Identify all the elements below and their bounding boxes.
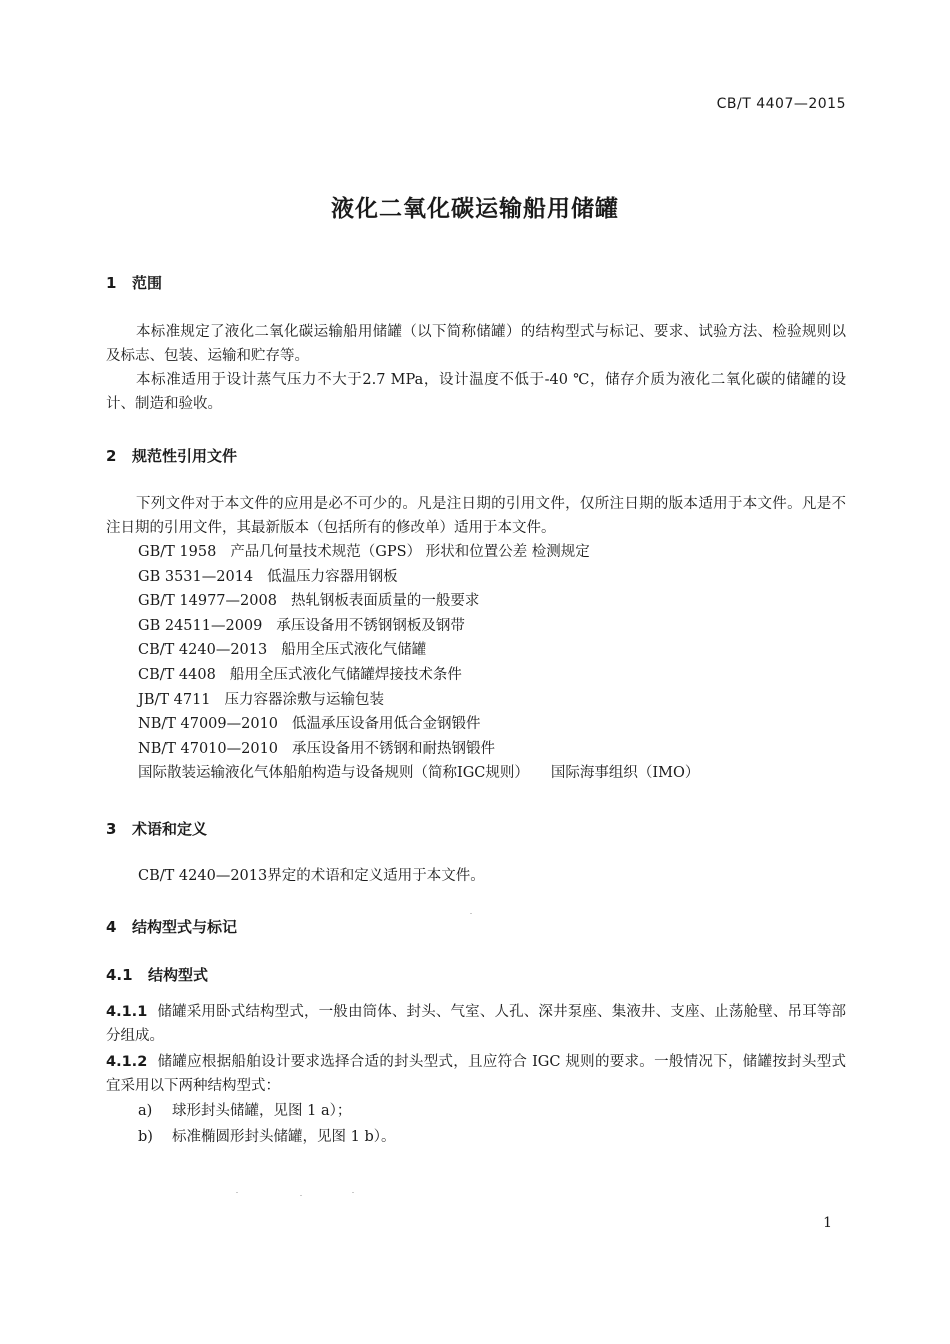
reference-title: 承压设备用不锈钢钢板及钢带 <box>276 617 465 634</box>
reference-item <box>138 614 858 639</box>
section-3-heading <box>106 818 207 839</box>
reference-item <box>138 638 858 663</box>
reference-code: GB 24511—2009 <box>138 617 263 634</box>
reference-title: 低温压力容器用钢板 <box>267 568 398 585</box>
scan-speck <box>470 913 472 914</box>
reference-title: 承压设备用不锈钢和耐热钢锻件 <box>292 740 496 757</box>
subsection-title: 结构型式 <box>148 966 209 984</box>
scan-speck <box>236 1192 238 1193</box>
section-title: 范围 <box>132 274 163 292</box>
clause-text: 储罐应根据船舶设计要求选择合适的封头型式，且应符合 IGC 规则的要求。一般情况下，储罐按封头型式宜采用以下两种结构型式： <box>106 1054 846 1094</box>
reference-title: 热轧钢板表面质量的一般要求 <box>290 593 480 610</box>
section-number: 1 <box>106 274 117 292</box>
section-1-paragraph-2: 本标准适用于设计蒸气压力不大于2.7 MPa，设计温度不低于-40 ℃，储存介质为液化二氧化碳的储罐的设计、制造和验收。 <box>106 372 846 412</box>
section-3-paragraph: CB/T 4240—2013界定的术语和定义适用于本文件。 <box>138 868 485 884</box>
reference-title: 压力容器涂敷与运输包装 <box>224 691 385 708</box>
reference-item <box>138 688 858 713</box>
section-1-heading <box>106 272 162 293</box>
section-title: 结构型式与标记 <box>132 918 238 936</box>
section-title: 规范性引用文件 <box>132 447 238 465</box>
reference-code: NB/T 47009—2010 <box>138 716 279 733</box>
reference-item <box>138 712 858 737</box>
standard-code: CB/T 4407—2015 <box>716 96 846 112</box>
clause-text: 储罐采用卧式结构型式，一般由筒体、封头、气室、人孔、深井泵座、集液井、支座、止荡舱壁、吊耳等部分组成。 <box>106 1004 846 1044</box>
reference-title: 国际散装运输液化气体船舶构造与设备规则（简称IGC规则） <box>138 765 529 782</box>
scan-speck <box>352 1192 354 1193</box>
list-item <box>138 1098 395 1124</box>
reference-title: 船用全压式液化气储罐焊接技术条件 <box>229 666 462 683</box>
reference-title: 船用全压式液化气储罐 <box>281 642 427 659</box>
section-1-paragraph-1: 本标准规定了液化二氧化碳运输船用储罐（以下简称储罐）的结构型式与标记、要求、试验方法、检验规则以及标志、包装、运输和贮存等。 <box>106 324 846 364</box>
reference-code: GB/T 14977—2008 <box>138 593 277 610</box>
section-4-1-heading <box>106 964 208 985</box>
reference-code: GB 3531—2014 <box>138 568 254 585</box>
reference-item <box>138 540 858 565</box>
reference-code: CB/T 4408 <box>138 666 216 683</box>
clause-number: 4.1.2 <box>106 1054 148 1070</box>
section-number: 2 <box>106 447 117 465</box>
reference-item-imo <box>138 761 858 786</box>
section-number: 4 <box>106 918 117 936</box>
subsection-number: 4.1 <box>106 966 133 984</box>
scan-speck <box>300 1195 302 1196</box>
clause-number: 4.1.1 <box>106 1004 148 1020</box>
reference-item <box>138 663 858 688</box>
clause-4-1-1 <box>106 1000 846 1048</box>
reference-code: GB/T 1958 <box>138 544 217 560</box>
section-4-heading <box>106 916 237 937</box>
list-text: 球形封头储罐，见图 1 a）； <box>172 1103 352 1119</box>
reference-title: 低温承压设备用低合金钢锻件 <box>292 716 481 733</box>
page-number: 1 <box>823 1215 832 1231</box>
reference-code: CB/T 4240—2013 <box>138 642 268 659</box>
structure-type-list <box>138 1098 395 1150</box>
normative-references-list <box>138 540 858 786</box>
reference-item <box>138 737 858 762</box>
section-title: 术语和定义 <box>132 820 208 838</box>
reference-code: JB/T 4711 <box>138 691 211 708</box>
list-marker: b) <box>138 1129 153 1145</box>
list-marker: a) <box>138 1103 153 1119</box>
reference-item <box>138 589 858 614</box>
list-item <box>138 1124 395 1150</box>
reference-code: NB/T 47010—2010 <box>138 740 279 757</box>
reference-item <box>138 565 858 590</box>
reference-title: 产品几何量技术规范（GPS） 形状和位置公差 检测规定 <box>230 544 590 560</box>
clause-4-1-2 <box>106 1050 846 1098</box>
list-text: 标准椭圆形封头储罐，见图 1 b）。 <box>172 1129 396 1145</box>
section-number: 3 <box>106 820 117 838</box>
section-2-intro: 下列文件对于本文件的应用是必不可少的。凡是注日期的引用文件，仅所注日期的版本适用于本文件。凡是不注日期的引用文件，其最新版本（包括所有的修改单）适用于本文件。 <box>106 496 846 536</box>
document-title: 液化二氧化碳运输船用储罐 <box>331 196 619 222</box>
reference-organization: 国际海事组织（IMO） <box>550 765 700 782</box>
section-2-heading <box>106 445 237 466</box>
